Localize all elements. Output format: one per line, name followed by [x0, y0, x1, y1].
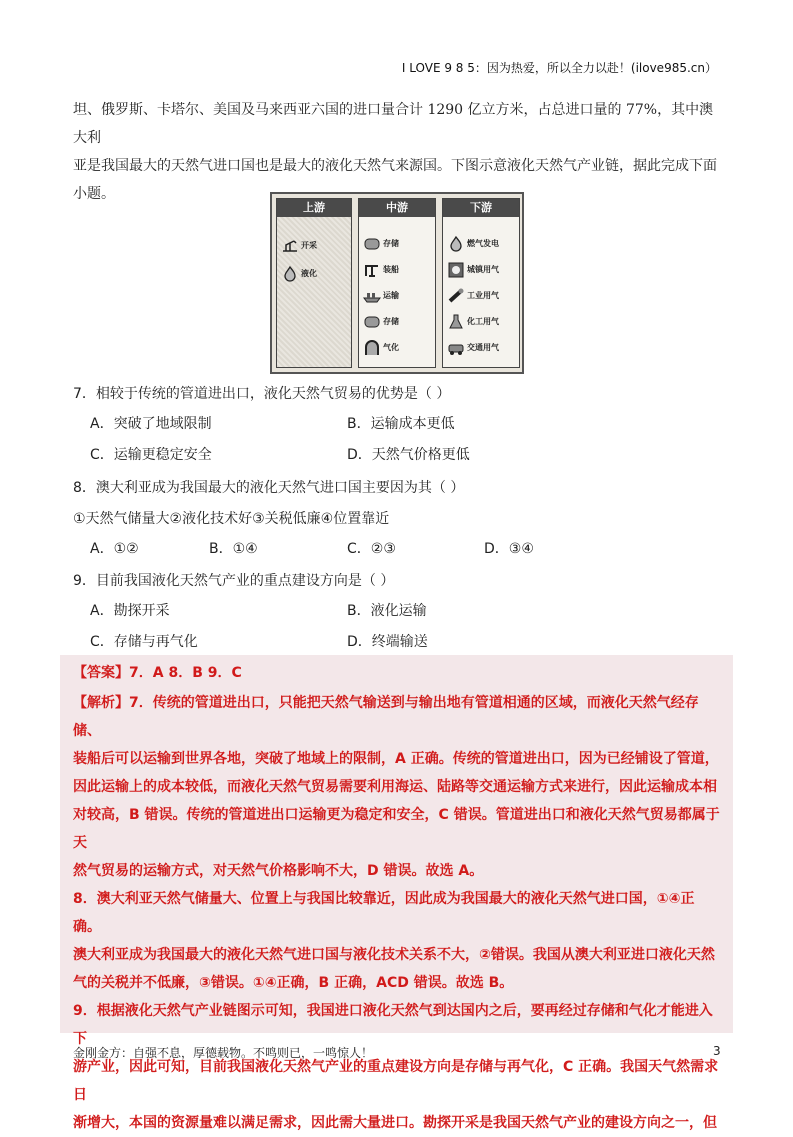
footer-motto: 金刚金方：自强不息，厚德载物。不鸣则已，一鸣惊人！ — [73, 1046, 374, 1060]
q7-option-b: B．运输成本更低 — [347, 416, 455, 432]
intro-line: 坦、俄罗斯、卡塔尔、美国及马来西亚六国的进口量合计 1290 亿立方米，占总进口量的 77%，其中澳大利 — [73, 102, 714, 146]
midstream-column — [358, 198, 436, 368]
storage-tank-icon — [363, 313, 381, 331]
loading-arm-icon — [363, 261, 381, 279]
downstream-item: 燃气发电 — [447, 233, 517, 255]
upstream-item: 液化 — [281, 263, 349, 285]
explanation-line: 气的关税并不低廉，③错误。①④正确，B 正确，ACD 错误。故选 B。 — [73, 975, 514, 991]
explanation-line: 澳大利亚成为我国最大的液化天然气进口国与液化技术关系不大，②错误。我国从澳大利亚进口液化天然 — [73, 947, 715, 963]
explanation-line: 然气贸易的运输方式，对天然气价格影响不大，D 错误。故选 A。 — [73, 863, 484, 879]
explanation-line: 对较高，B 错误。传统的管道进出口运输更为稳定和安全，C 错误。管道进出口和液化天然气贸易都属于天 — [73, 807, 720, 851]
q8-statements: ①天然气储量大②液化技术好③关税低廉④位置靠近 — [73, 511, 390, 527]
oil-pump-icon — [281, 237, 299, 255]
midstream-item: 气化 — [363, 337, 433, 359]
upstream-title: 上游 — [277, 199, 351, 217]
intro-line: 小题。 — [73, 186, 115, 202]
page-number: 3 — [713, 1044, 721, 1058]
q7-option-c: C．运输更稳定安全 — [90, 447, 212, 463]
gasification-icon — [363, 339, 381, 357]
downstream-title: 下游 — [443, 199, 519, 217]
intro-line: 亚是我国最大的天然气进口国也是最大的液化天然气来源国。下图示意液化天然气产业链，据此完成下面 — [73, 158, 717, 174]
downstream-item: 工业用气 — [447, 285, 517, 307]
question-8-stem: 8．澳大利亚成为我国最大的液化天然气进口国主要因为其（ ） — [73, 480, 465, 496]
answer-line: 【答案】7．A 8．B 9．C — [73, 665, 242, 681]
page-header: I LOVE 9 8 5：因为热爱，所以全力以赴！(ilove985.cn） — [401, 61, 717, 75]
q8-option-b: B．①④ — [209, 541, 258, 557]
downstream-item: 交通用气 — [447, 337, 517, 359]
storage-tank-icon — [363, 235, 381, 253]
downstream-item: 化工用气 — [447, 311, 517, 333]
downstream-column — [442, 198, 520, 368]
gas-stove-icon — [447, 261, 465, 279]
explanation-line: 渐增大，本国的资源量难以满足需求，因此需大量进口。勘探开采是我国天然气产业的建设方向之一，但 — [73, 1115, 717, 1131]
midstream-item: 装船 — [363, 259, 433, 281]
flame-icon — [281, 265, 299, 283]
explanation-block — [73, 689, 721, 1137]
upstream-column — [276, 198, 352, 368]
midstream-title: 中游 — [359, 199, 435, 217]
downstream-item: 城镇用气 — [447, 259, 517, 281]
q7-option-a: A．突破了地域限制 — [90, 416, 212, 432]
explanation-line: 【解析】7．传统的管道进出口，只能把天然气输送到与输出地有管道相通的区域，而液化天然气经存储、 — [73, 695, 699, 739]
gas-flame-icon — [447, 235, 465, 253]
upstream-item: 开采 — [281, 235, 349, 257]
q9-option-c: C．存储与再气化 — [90, 634, 198, 650]
explanation-line: 装船后可以运输到世界各地，突破了地域上的限制，A 正确。传统的管道进出口，因为已经铺设了管道， — [73, 751, 719, 767]
explanation-line: 游产业，因此可知，目前我国液化天然气产业的重点建设方向是存储与再气化，C 正确。我国天气然需求日 — [73, 1059, 719, 1103]
q8-option-c: C．②③ — [347, 541, 396, 557]
explanation-line: 9．根据液化天然气产业链图示可知，我国进口液化天然气到达国内之后，要再经过存储和气化才能进入下 — [73, 1003, 713, 1047]
q7-option-d: D．天然气价格更低 — [347, 447, 470, 463]
question-9-stem: 9．目前我国液化天然气产业的重点建设方向是（ ） — [73, 573, 395, 589]
lng-industry-chain-figure — [270, 192, 524, 374]
q8-option-a: A．①② — [90, 541, 139, 557]
q9-option-a: A．勘探开采 — [90, 603, 170, 619]
pipe-icon — [447, 287, 465, 305]
q8-option-d: D．③④ — [484, 541, 534, 557]
chemical-flask-icon — [447, 313, 465, 331]
explanation-line: 因此运输上的成本较低，而液化天然气贸易需要利用海运、陆路等交通运输方式来进行，因此运输成本相 — [73, 779, 717, 795]
ship-icon — [363, 287, 381, 305]
vehicle-icon — [447, 339, 465, 357]
q9-option-d: D．终端输送 — [347, 634, 428, 650]
q9-option-b: B．液化运输 — [347, 603, 427, 619]
explanation-line: 8．澳大利亚天然气储量大、位置上与我国比较靠近，因此成为我国最大的液化天然气进口国，①④正确。 — [73, 891, 695, 935]
question-7-stem: 7．相较于传统的管道进出口，液化天然气贸易的优势是（ ） — [73, 386, 451, 402]
midstream-item: 存储 — [363, 233, 433, 255]
midstream-item: 存储 — [363, 311, 433, 333]
midstream-item: 运输 — [363, 285, 433, 307]
